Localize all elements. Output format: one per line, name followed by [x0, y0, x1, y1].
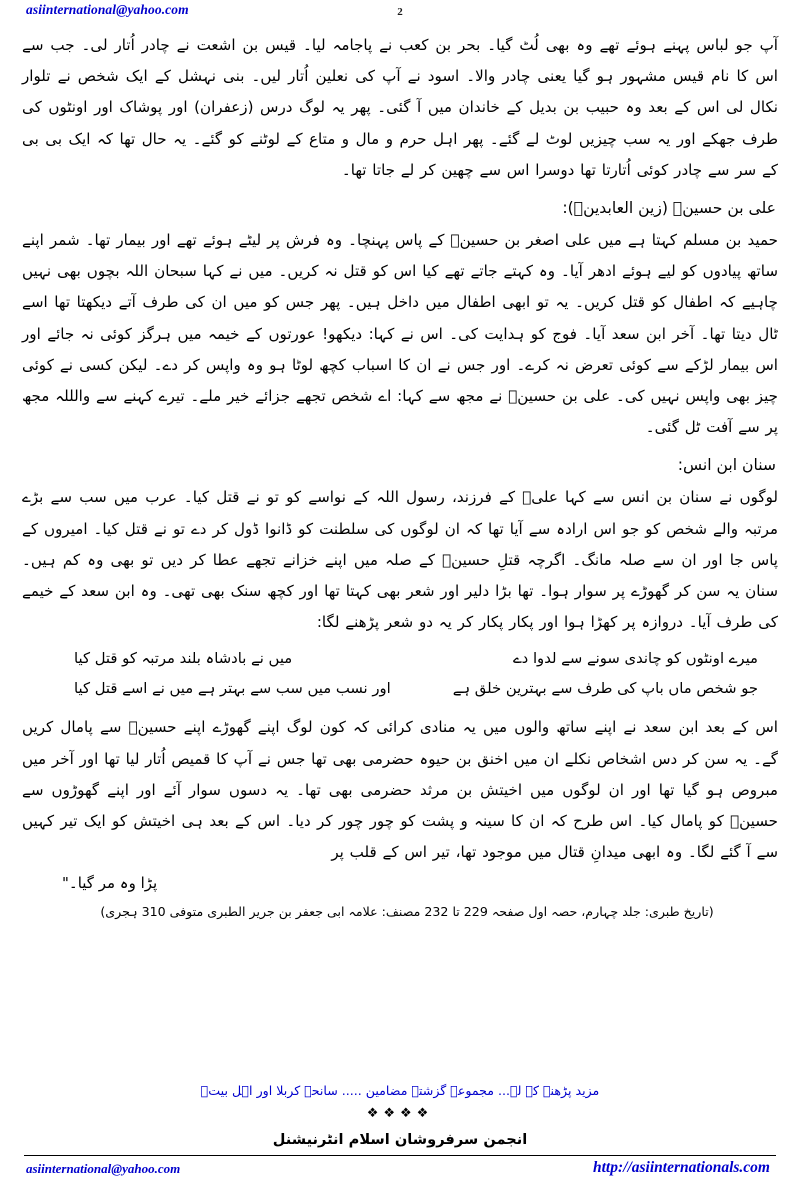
couplet-hemistich-left: میں نے بادشاہ بلند مرتبہ کو قتل کیا [74, 650, 293, 668]
couplet-hemistich-right: جو شخص ماں باپ کی طرف سے بہترین خلق ہے [452, 680, 758, 698]
footer-content-block [0, 1080, 800, 1152]
header-email-link[interactable]: asiinternational@yahoo.com [26, 2, 189, 17]
page-number: 2 [397, 6, 403, 18]
couplet-hemistich-right: میرے اونٹوں کو چاندی سونے سے لدوا دے [512, 650, 758, 668]
document-body [22, 30, 778, 924]
page-header [0, 0, 800, 26]
closing-phrase: پڑا وہ مر گیا۔" [62, 874, 158, 893]
more-articles-note[interactable]: مزید پڑھنے کے لۓ... مجموعہ گزشتہ مضامین ..... سانحہ کربلا اور اہل بیتؑ [200, 1083, 600, 1098]
ornament-diamond-icon: ❖ [366, 1106, 384, 1121]
couplet-row [28, 674, 772, 704]
couplet-row [28, 644, 772, 674]
paragraph-4: اس کے بعد ابن سعد نے اپنے ساتھ والوں میں یہ منادی کرائی کہ کون لوگ اپنے گھوڑے اپنے حسینؑ سے پامال کریں گے۔ یہ سن کر دس اشخاص نکلے ان میں اخنق بن حیوہ حضرمی بھی تھا جس نے آپ کا قمیص اُتار لیا تھا اور آخر میں مبروص ہو گیا تھا اور ان لوگوں میں اخیتش بن مرثد حضرمی بھی تھا۔ یہ دسوں سوار آئے اور اپنے گھوڑوں سے حسینؑ کو پامال کیا۔ اس طرح کہ ان کا سینہ و پشت کو چور چور کر دیا۔ اس کے بعد ہی اخیتش کو ایک تیر کہیں سے آ گئے لگا۔ وہ ابھی میدانِ قتال میں موجود تھا، تیر اس کے قلب پر [21, 718, 778, 862]
ornament-divider [0, 1106, 800, 1122]
section-heading-sinan-ibn-anas: سنان ابن انس: [677, 456, 776, 475]
paragraph-3: لوگوں نے سنان بن انس سے کہا علیؑ کے فرزند، رسول اللہ کے نواسے کو تو نے قتل کیا۔ عرب میں سب سے بڑے مرتبہ والے شخص کو جو اس ارادہ سے آیا تھا کہ ان لوگوں کی سلطنت کو ڈانوا ڈول کر دے تو نے قتل کیا۔ امیروں کے پاس جا اور ان سے صلہ مانگ۔ اگرچہ قتلِ حسینؑ کے صلہ میں اپنے خزانے تجھے عطا کر دیں تو بھی وہ کم ہیں۔ سنان یہ سن کر گھوڑے پر سوار ہوا۔ تھا بڑا دلیر اور شعر بھی کہتا تھا اور کچھ سنک بھی تھی۔ وہ ابن سعد کے خیمے کی طرف آیا۔ دروازہ پر کھڑا ہوا اور پکار پکار کر یہ دو شعر پڑھنے لگا: [22, 488, 778, 632]
organization-name: انجمن سرفروشان اسلام انٹرنیشنل [272, 1131, 528, 1148]
section-heading-ali-bin-hussain: علی بن حسینؑ (زین العابدینؑ): [562, 199, 776, 218]
ornament-diamond-icon: ❖ [383, 1106, 400, 1121]
spacer [22, 445, 778, 448]
paragraph-1: آپ جو لباس پہنے ہوئے تھے وہ بھی لُٹ گیا۔ بحر بن کعب نے پاجامہ لیا۔ قیس بن اشعت نے چادر اُتار لی۔ جب سے اس کا نام قیس مشہور ہو گیا یعنی چادر والا۔ اسود نے آپ کی نعلین اُتار لیں۔ بنی نہشل کے ایک شخص نے تلوار نکال لی اس کے بعد وہ حبیب بن بدیل کے خاندان میں آ گئی۔ پھر یہ لوگ درس (زعفران) اور پوشاک اور اونٹوں کی طرف جھکے اور یہ سب چیزیں لوٹ لے گئے۔ پھر اہل حرم و مال و متاع کے لوٹنے کو گئے۔ یہ حال تھا کہ ایک بی بی کے سر سے چادر کوئی اُتارتا تھا دوسرا اس سے چھین کر لے جاتا تھا۔ [22, 36, 778, 179]
spacer [22, 188, 778, 191]
paragraph-2: حمید بن مسلم کہتا ہے میں علی اصغر بن حسینؑ کے پاس پہنچا۔ وہ فرش پر لیٹے ہوئے تھے اور بیمار تھا۔ شمر اپنے ساتھ پیادوں کو لیے ہوئے ادھر آیا۔ وہ کہتے جاتے تھے کیا اس کو قتل نہ کریں۔ میں نے کہا سبحان اللہ بچوں بھی نہیں چاہیے کہ اطفال کو قتل کریں۔ یہ تو ابھی اطفال میں داخل ہیں۔ پھر جس کو میں ان کی طرف آتے دیکھتا تھا اسے ٹال دیتا تھا۔ آخر ابن سعد آیا۔ فوج کو ہدایت کی۔ اس نے کہا: دیکھو! عورتوں کے خیمہ میں ہرگز کوئی نہ جائے اور اس بیمار لڑکے سے کوئی تعرض نہ کرے۔ اور جس نے ان کا اسباب کچھ لوٹا ہو وہ واپس کر دے۔ لیکن کسی نے کوئی چیز بھی واپس نہیں کی۔ علی بن حسینؑ نے مجھ سے کہا: اے شخص تجھے جزائے خیر ملے۔ تیرے کہنے سے والللہ مجھ پر سے آفت ٹل گئی۔ [22, 231, 778, 437]
page-footer [0, 1159, 800, 1191]
source-citation: (تاریخ طبری: جلد چہارم، حصہ اول صفحہ 229 تا 232 مصنف: علامہ ابی جعفر بن جریر الطبری متوفی 310 ہجری) [100, 904, 714, 920]
couplet-block [22, 644, 778, 704]
couplet-hemistich-left: اور نسب میں سب سے بہتر ہے میں نے اسے قتل کیا [74, 680, 391, 698]
footer-email-link[interactable]: asiinternational@yahoo.com [26, 1161, 181, 1176]
ornament-diamond-icon: ❖ [416, 1106, 434, 1121]
ornament-diamond-icon: ❖ [400, 1106, 417, 1121]
footer-divider-rule [24, 1155, 776, 1156]
footer-website-link[interactable]: http://asiinternationals.com [593, 1159, 770, 1176]
